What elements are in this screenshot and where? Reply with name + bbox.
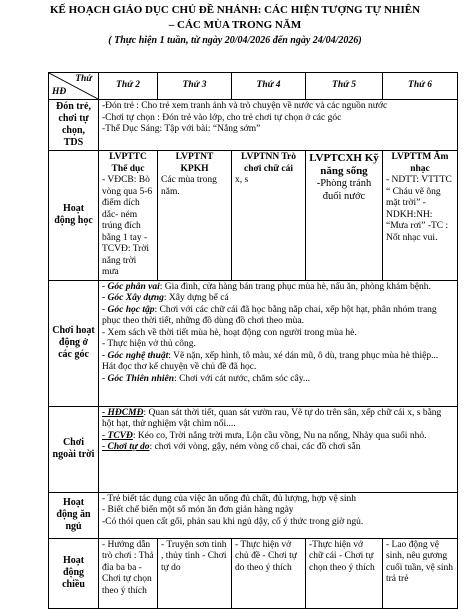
text-line: - Trẻ biết tác dụng của việc ăn uống đủ chất, đủ lượng, hợp vệ sinh xyxy=(102,493,356,504)
lesson-body: Các mùa trong năm. xyxy=(161,175,217,197)
item-title: - Chơi tự do xyxy=(102,442,150,452)
lesson-heading: LVPTCXH Kỹ năng sống xyxy=(309,152,379,177)
lesson-heading: LVPTNT KPKH xyxy=(175,152,214,174)
lesson-cell-mon2 xyxy=(99,151,158,281)
item-text: : Chơi với các chữ cái đã học bằng nắp chai, xếp hột hạt, phân nhóm trang phục theo thời tiết, những đồ dùng đồ chơi theo mùa. xyxy=(102,304,437,326)
choi-goc-content xyxy=(99,280,458,406)
document-title-line1: KẾ HOẠCH GIÁO DỤC CHỦ ĐỀ NHÁNH: CÁC HIỆN TƯỢNG TỰ NHIÊN xyxy=(49,4,421,16)
outdoor-item xyxy=(102,431,454,443)
row-choi-goc xyxy=(49,280,458,406)
document-header xyxy=(0,3,470,48)
row-label: Chơi ngoài trời xyxy=(49,406,99,492)
corner-item xyxy=(102,351,454,374)
item-text: - Thực hiện vở thủ công. xyxy=(102,339,196,349)
row-label: Hoạt động ăn ngủ xyxy=(49,492,99,538)
item-title: - TCVĐ xyxy=(102,430,133,441)
item-text: : Xây dựng bể cá xyxy=(163,293,229,303)
item-text: - Xem sách về thời tiết mùa hè, hoạt động con người trong mùa hè. xyxy=(102,327,357,338)
row-label: Chơi hoạt động ở các góc xyxy=(49,280,99,406)
row-label: Hoạt động chiều xyxy=(49,538,99,608)
item-title: - Góc học tập xyxy=(102,304,155,315)
text-line: -Thể Dục Sáng: Tập với bài: “Nắng sớm” xyxy=(102,124,261,134)
day-header: Thứ 2 xyxy=(99,73,158,100)
don-tre-content xyxy=(99,100,458,151)
lesson-cell-mon3 xyxy=(158,151,232,281)
row-label: Đón trẻ, chơi tự chọn, TDS xyxy=(49,100,99,151)
item-text: : Gia đình, cửa hàng bán trang phục mùa hè, nấu ăn, phòng khám bệnh. xyxy=(159,281,431,292)
document-title-line2: – CÁC MÙA TRONG NĂM xyxy=(168,19,302,31)
day-header: Thứ 3 xyxy=(158,73,232,100)
item-text: : Kéo co, Trời nắng trời mưa, Lộn cầu vồng, Nu na nống, Nhảy qua suối nhỏ. xyxy=(132,430,427,441)
day-header: Thứ 5 xyxy=(306,73,383,100)
afternoon-cell: - Hướng dẫn trò chơi : Thả đỉa ba ba - Chơi tự chọn theo ý thích xyxy=(99,538,158,608)
afternoon-cell: - Truyện sơn tinh , thủy tinh - Chơi tự do xyxy=(158,538,232,608)
text-line: -Đón trẻ : Cho trẻ xem tranh ảnh và trò chuyện về nước và các nguồn nước xyxy=(102,101,388,111)
lesson-cell-mon4 xyxy=(232,151,306,281)
item-title: - Góc Xây dựng xyxy=(102,293,164,303)
corner-label-day: Thứ xyxy=(75,74,92,84)
day-header: Thứ 4 xyxy=(232,73,306,100)
corner-item xyxy=(102,328,454,340)
lesson-cell-mon6 xyxy=(383,151,458,281)
plan-table xyxy=(48,72,458,609)
afternoon-cell: - Thực hiện vở chủ đề - Chơi tự do theo ý thích xyxy=(232,538,306,608)
row-ngoai-troi xyxy=(49,406,458,492)
corner-item xyxy=(102,305,454,328)
item-text: : Quan sát thời tiết, quan sát vườn rau, Vẽ tự do trên sân, xếp chữ cái x, s bằng hột hạt, thử nghiệm vật chìm nổi.... xyxy=(102,407,442,429)
item-text: : Chơi với cát nước, chăm sóc cây... xyxy=(174,373,311,384)
afternoon-cell: - Lao động vệ sinh, nêu gương cuối tuần, vệ sinh trả trẻ xyxy=(383,538,458,608)
item-title: - Góc nghệ thuật xyxy=(102,350,169,361)
text-line: -Có thói quen cất gối, phản sau khi ngủ dậy, cố ý thức trong giờ ngủ. xyxy=(102,516,364,527)
item-title: - Góc Thiên nhiên xyxy=(102,373,175,384)
row-chieu xyxy=(49,538,458,608)
text-line: -Chơi tự chọn : Đón trẻ vào lớp, cho trẻ chơi tự chọn ở các góc xyxy=(102,112,342,123)
item-text: : Vẽ nặn, xếp hình, tô màu, xé dán mũ, ô dù, trang phục mùa hè thiệp... Hát đọc thơ kể chuyện về chủ đề đã học. xyxy=(102,350,439,372)
lesson-body: x, s xyxy=(235,175,249,185)
table-header-row xyxy=(49,73,458,100)
row-don-tre xyxy=(49,100,458,151)
row-label: Hoạt động học xyxy=(49,151,99,281)
row-hoat-dong-hoc xyxy=(49,151,458,281)
corner-item xyxy=(102,374,454,386)
day-header: Thứ 6 xyxy=(383,73,458,100)
item-title: - Góc phân vai xyxy=(102,281,160,292)
corner-label-activity: HĐ xyxy=(52,86,67,97)
corner-cell xyxy=(49,73,99,100)
an-ngu-content xyxy=(99,492,458,538)
lesson-body: -Phòng tránh đuối nước xyxy=(316,178,372,202)
document-subtitle: ( Thực hiện 1 tuần, từ ngày 20/04/2026 đến ngày 24/04/2026) xyxy=(108,35,362,46)
text-line: - Biết chế biến một số món ăn đơn giản hàng ngày xyxy=(102,505,294,515)
lesson-body: - VĐCB: Bò vòng qua 5-6 điểm dích dắc- ném trúng đích bằng 1 tay - TCVĐ: Trời nắng trời mưa xyxy=(102,175,153,277)
lesson-heading: LVPTNN Trò chơi chữ cái xyxy=(241,152,296,174)
corner-item xyxy=(102,282,454,294)
lesson-body: - NDTT: VTTTC “ Cháu vẽ ông mặt trời” - NDKH:NH: “Mưa rơi” -TC : Nốt nhạc vui. xyxy=(386,175,452,243)
lesson-heading: LVPTTM Âm nhạc xyxy=(391,152,449,174)
ngoai-troi-content xyxy=(99,406,458,492)
afternoon-cell: -Thực hiện vở chữ cái - Chơi tự chọn theo ý thích xyxy=(306,538,383,608)
lesson-cell-mon5 xyxy=(306,151,383,281)
outdoor-item xyxy=(102,408,454,431)
lesson-heading: LVPTTC Thể dục xyxy=(109,152,147,174)
corner-item xyxy=(102,293,454,305)
outdoor-item xyxy=(102,442,454,454)
item-text: : chơi với vòng, gậy, ném vòng cổ chai, các đồ chơi sẵn xyxy=(149,442,361,452)
row-an-ngu xyxy=(49,492,458,538)
item-title: - HĐCMĐ xyxy=(102,407,144,418)
corner-item xyxy=(102,339,454,351)
